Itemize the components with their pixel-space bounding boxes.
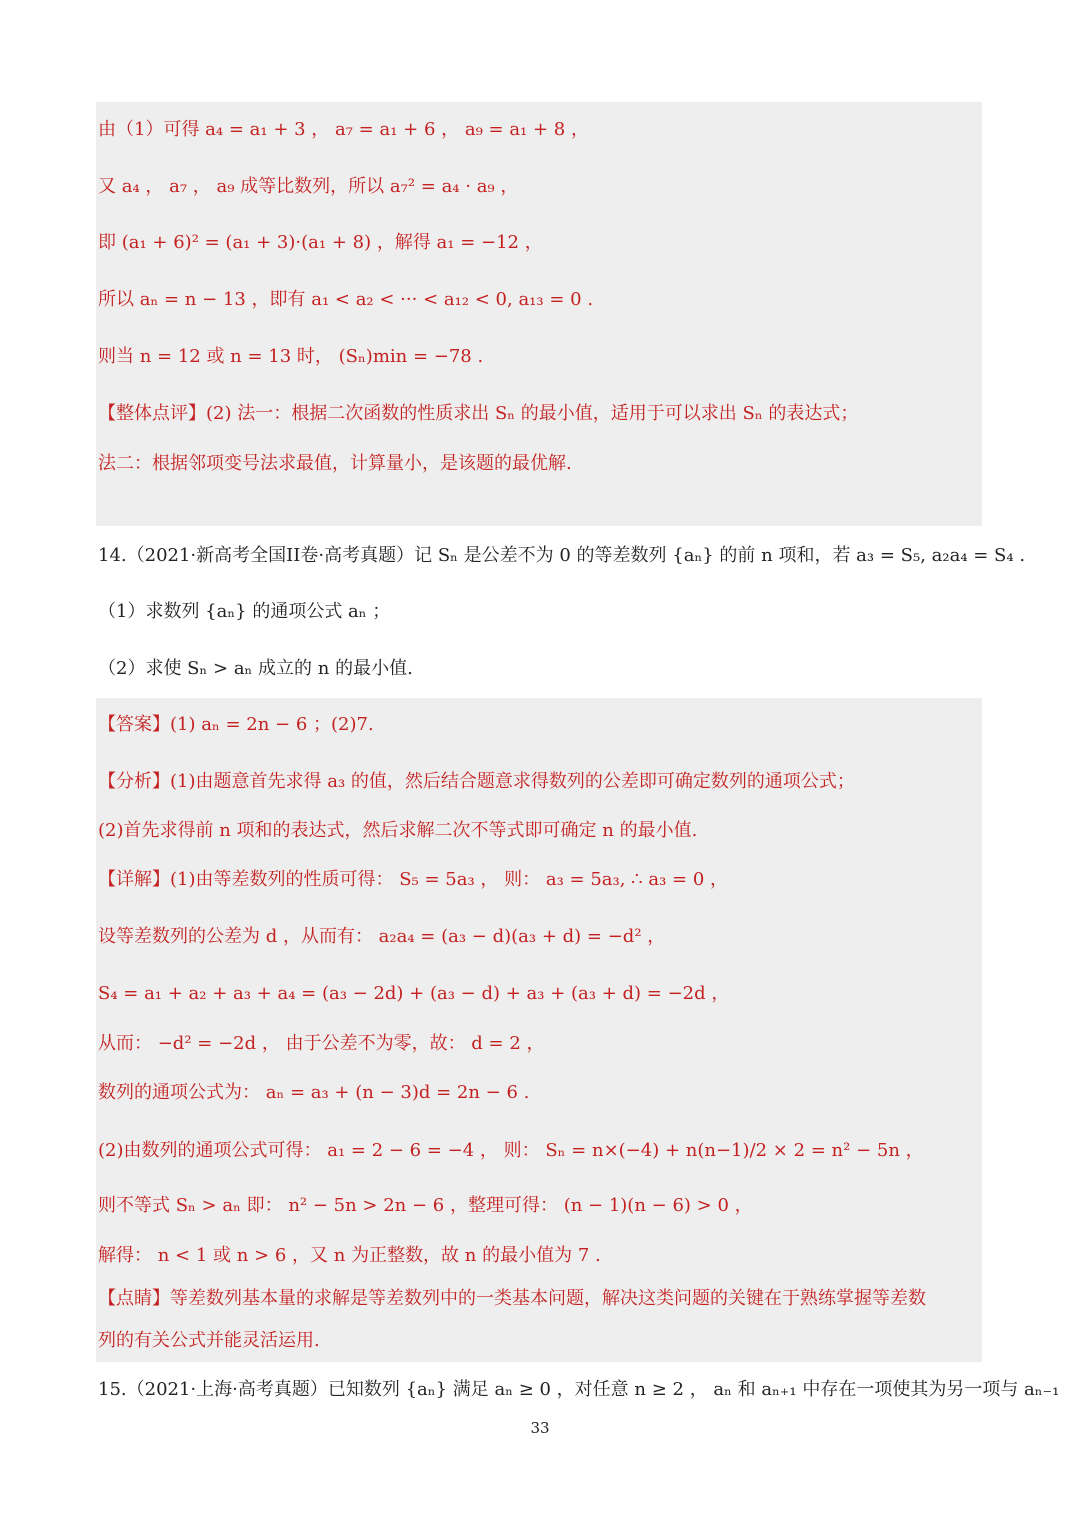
- problem-14-part-1: （1）求数列 {aₙ} 的通项公式 aₙ ；: [98, 601, 391, 622]
- analysis-line-1: 【分析】(1)由题意首先求得 a₃ 的值，然后结合题意求得数列的公差即可确定数列的通项公式；: [98, 771, 855, 792]
- tip-line-1: 【点睛】等差数列基本量的求解是等差数列中的一类基本问题，解决这类问题的关键在于熟练掌握等差数: [98, 1288, 926, 1309]
- answer-line: 【答案】(1) aₙ = 2n − 6 ；(2)7.: [98, 714, 374, 735]
- solution-1-line-2: 又 a₄ ， a₇ ， a₉ 成等比数列，所以 a₇² = a₄ · a₉ ，: [98, 176, 519, 197]
- detail-line-1: 【详解】(1)由等差数列的性质可得： S₅ = 5a₃ ， 则： a₃ = 5a₃, ∴ a₃ = 0 ，: [98, 869, 728, 890]
- overall-comment-line-1: 【整体点评】(2) 法一：根据二次函数的性质求出 Sₙ 的最小值，适用于可以求出 Sₙ 的表达式；: [98, 403, 859, 424]
- solution-1-line-4: 所以 aₙ = n − 13 ，即有 a₁ < a₂ < ··· < a₁₂ < 0, a₁₃ = 0 .: [98, 289, 594, 310]
- detail-line-5: 数列的通项公式为： aₙ = a₃ + (n − 3)d = 2n − 6 .: [98, 1082, 530, 1103]
- detail-line-2: 设等差数列的公差为 d ，从而有： a₂a₄ = (a₃ − d)(a₃ + d) = −d² ，: [98, 926, 666, 947]
- page-number: 33: [530, 1419, 550, 1437]
- detail-line-7: 则不等式 Sₙ > aₙ 即： n² − 5n > 2n − 6 ，整理可得： (n − 1)(n − 6) > 0 ，: [98, 1195, 753, 1216]
- detail-line-3: S₄ = a₁ + a₂ + a₃ + a₄ = (a₃ − 2d) + (a₃ − d) + a₃ + (a₃ + d) = −2d ，: [98, 983, 730, 1004]
- analysis-line-2: (2)首先求得前 n 项和的表达式，然后求解二次不等式即可确定 n 的最小值.: [98, 820, 698, 841]
- problem-14-part-2: （2）求使 Sₙ > aₙ 成立的 n 的最小值.: [98, 658, 413, 679]
- solution-1-line-3: 即 (a₁ + 6)² = (a₁ + 3)·(a₁ + 8) ，解得 a₁ = −12 ，: [98, 232, 543, 253]
- solution-1-line-5: 则当 n = 12 或 n = 13 时， (Sₙ)min = −78 .: [98, 346, 484, 367]
- problem-14-stem: 14.（2021·新高考全国II卷·高考真题）记 Sₙ 是公差不为 0 的等差数列 {aₙ} 的前 n 项和，若 a₃ = S₅, a₂a₄ = S₄ .: [98, 545, 1026, 566]
- detail-line-8: 解得： n < 1 或 n > 6 ，又 n 为正整数，故 n 的最小值为 7 .: [98, 1245, 601, 1266]
- detail-line-4: 从而： −d² = −2d ， 由于公差不为零，故： d = 2 ，: [98, 1033, 545, 1054]
- detail-line-6: (2)由数列的通项公式可得： a₁ = 2 − 6 = −4 ， 则： Sₙ = n×(−4) + n(n−1)/2 × 2 = n² − 5n ，: [98, 1140, 924, 1161]
- overall-comment-line-2: 法二：根据邻项变号法求最值，计算量小，是该题的最优解.: [98, 453, 572, 474]
- tip-line-2: 列的有关公式并能灵活运用.: [98, 1330, 320, 1351]
- solution-1-line-1: 由（1）可得 a₄ = a₁ + 3 ， a₇ = a₁ + 6 ， a₉ = a₁ + 8 ，: [98, 119, 589, 140]
- problem-15-stem: 15.（2021·上海·高考真题）已知数列 {aₙ} 满足 aₙ ≥ 0 ，对任意 n ≥ 2 ， aₙ 和 aₙ₊₁ 中存在一项使其为另一项与 aₙ₋₁: [98, 1379, 1060, 1400]
